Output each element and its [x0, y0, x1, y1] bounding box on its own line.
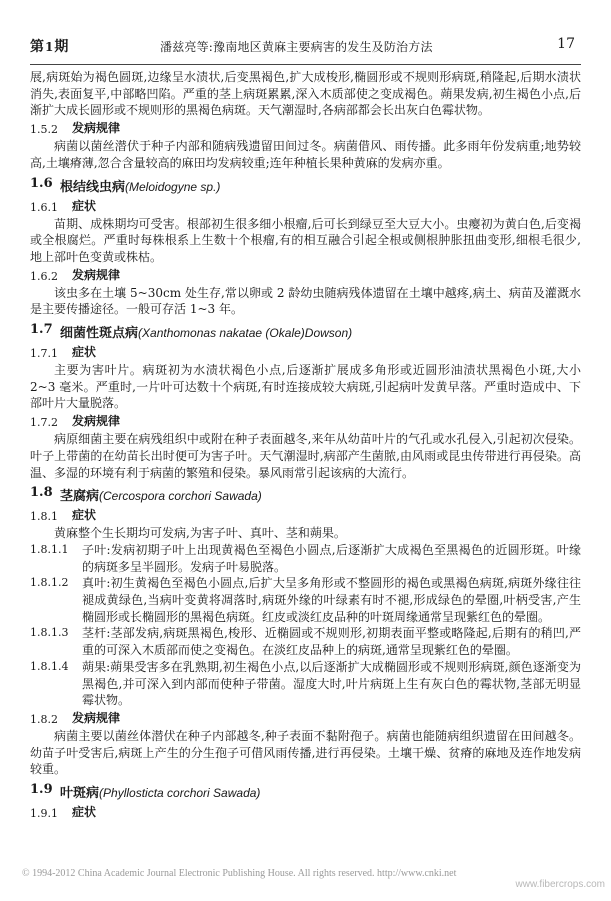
subsection-number: 1.5.2	[30, 123, 58, 137]
paragraph-number: 1.8.1.1	[30, 542, 69, 556]
section-heading	[30, 780, 581, 802]
subsection-heading	[30, 266, 581, 285]
disease-name: 细菌性斑点病	[60, 326, 139, 342]
section-number: 1.7	[30, 322, 53, 338]
body-paragraph: 该虫多在土壤 5~30cm 处生存,常以卵或 2 龄幼虫随病残体遗留在土壤中越疼,病土、病苗及灌溉水是主要传播途径。一般可存活 1~3 年。	[30, 285, 581, 317]
section-number: 1.6	[30, 175, 53, 191]
subsection-number: 1.7.2	[30, 416, 58, 430]
running-header	[30, 36, 581, 60]
copyright-footer: © 1994-2012 China Academic Journal Electronic Publishing House. All rights reserved. http://www.cnki.net	[22, 868, 457, 879]
subsection-heading	[30, 197, 581, 216]
section-heading	[30, 174, 581, 196]
page-number: 17	[557, 36, 575, 52]
numbered-paragraph	[30, 659, 581, 709]
article-title: 潘兹亮等:豫南地区黄麻主要病害的发生及防治方法	[160, 40, 433, 54]
disease-name: 叶斑病	[60, 786, 100, 802]
body-paragraph: 黄麻整个生长期均可发病,为害子叶、真叶、茎和蒴果。	[54, 526, 346, 541]
subsection-title: 发病规律	[72, 121, 121, 136]
section-heading	[30, 320, 581, 342]
body-paragraph: 病菌主要以菌丝体潜伏在种子内部越冬,种子表面不黏附孢子。病菌也能随病组织遗留在田间越冬。幼苗子叶受害后,病斑上产生的分生孢子可借风雨传播,进行再侵染。土壤干燥、贫瘠的麻地及连作地发病较重。	[30, 728, 581, 777]
subsection-title: 症状	[72, 198, 97, 213]
numbered-paragraph	[30, 542, 581, 575]
subsection-number: 1.9.1	[30, 807, 58, 821]
paragraph-text: 茎杆:茎部发病,病斑黑褐色,梭形、近椭圆或不规则形,初期表面平整或略隆起,后期有的稍凹,严重的可深入木质部而使之变褐色。在淡红皮品种上的病斑,通常呈现紫红色的晕圈。	[82, 626, 581, 658]
paragraph-number: 1.8.1.4	[30, 659, 69, 673]
paragraph-number: 1.8.1.2	[30, 576, 69, 590]
subsection-heading	[30, 506, 581, 525]
section-title	[60, 782, 260, 801]
numbered-paragraph	[30, 625, 581, 658]
disease-name: 茎腐病	[60, 489, 100, 505]
disease-name: 根结线虫病	[60, 179, 126, 195]
body-paragraph: 病原细菌主要在病残组织中或附在种子表面越冬,来年从幼苗叶片的气孔或水孔侵入,引起初次侵染。叶子上带菌的在幼苗长出时便可为害子叶。天气潮湿时,病部产生菌脓,由风雨或昆虫传带进行再侵染。高温、多湿的环境有利于病菌的繁殖和侵染。暴风雨常引起该病的大流行。	[30, 432, 581, 480]
numbered-paragraph	[30, 575, 581, 625]
paragraph-text: 子叶:发病初期子叶上出现黄褐色至褐色小圆点,后逐渐扩大成褐色至黑褐色的近圆形斑。叶缘的病斑多呈半圆形。发病子叶易脱落。	[82, 542, 581, 574]
section-title	[60, 176, 220, 195]
section-heading	[30, 483, 581, 505]
section-title	[60, 485, 262, 504]
subsection-title: 发病规律	[72, 414, 121, 429]
subsection-title: 发病规律	[72, 267, 121, 282]
subsection-heading	[30, 119, 581, 138]
subsection-number: 1.6.2	[30, 269, 58, 283]
issue-label: 第1期	[30, 39, 69, 55]
section-number: 1.9	[30, 782, 53, 798]
subsection-number: 1.6.1	[30, 200, 58, 214]
section-number: 1.8	[30, 485, 53, 501]
watermark: www.fibercrops.com	[515, 879, 605, 890]
body-paragraph: 病菌以菌丝潜伏于种子内部和随病残遗留田间过冬。病菌借风、雨传播。此多雨年份发病重;地势较高,土壤瘠薄,忽合含量较高的麻田均发病较重;连年种植长果种黄麻的发病亦重。	[30, 139, 581, 170]
paragraph-text: 真叶:初生黄褐色至褐色小圆点,后扩大呈多角形或不整圆形的褐色或黑褐色病斑,病斑外缘往往褪成黄绿色,当病叶变黄将凋落时,病斑外缘的叶绿素有时不褪,形成绿色的晕圈,叶柄受害,产生椭圆形或长椭圆形的黑褐色病斑。红皮或淡红皮品种的叶斑周缘通常呈现紫红色的晕圈。	[82, 576, 581, 624]
scientific-name: (Cercospora corchori Sawada)	[99, 489, 262, 504]
subsection-title: 症状	[72, 345, 97, 360]
subsection-heading	[30, 803, 581, 822]
subsection-number: 1.8.2	[30, 712, 58, 726]
scientific-name: (Xanthomonas nakatae (Okale)Dowson)	[138, 326, 353, 341]
paragraph-text: 蒴果:蒴果受害多在乳熟期,初生褐色小点,以后逐渐扩大成椭圆形或不规则形病斑,颜色逐渐变为黑褐色,并可深入到内部而使种子带菌。湿度大时,叶片病斑上生有灰白色的霉状物,茎部无明显霉状物。	[82, 659, 581, 708]
subsection-heading	[30, 709, 581, 728]
body-paragraph: 苗期、成株期均可受害。根部初生很多细小根瘤,后可长到绿豆至大豆大小。虫瘿初为黄白色,后变褐或全根腐烂。严重时每株根系上生数十个根瘤,有的相互融合引起全根或侧根肿胀扭曲变形,细根毛很少,地上部叶色变黄或株枯。	[30, 216, 581, 264]
paragraph-number: 1.8.1.3	[30, 626, 69, 640]
scientific-name: (Meloidogyne sp.)	[125, 179, 221, 194]
scientific-name: (Phyllosticta corchori Sawada)	[99, 786, 261, 801]
section-title	[60, 322, 352, 341]
subsection-number: 1.7.1	[30, 347, 58, 361]
subsection-heading	[30, 412, 581, 431]
subsection-title: 发病规律	[72, 710, 121, 725]
subsection-heading	[30, 343, 581, 362]
subsection-title: 症状	[72, 508, 97, 523]
subsection-title: 症状	[72, 805, 97, 820]
article-body	[30, 69, 581, 822]
body-paragraph: 主要为害叶片。病斑初为水渍状褐色小点,后逐渐扩展成多角形或近圆形油渍状黑褐色小斑,大小 2~3 毫米。严重时,一片叶可达数十个病斑,有时连接成较大病斑,引起病叶发黄早落。严重时造成中、下部叶片大量脱落。	[30, 363, 581, 411]
header-rule	[30, 64, 581, 65]
subsection-number: 1.8.1	[30, 510, 58, 524]
body-paragraph: 展,病斑始为褐色圆斑,边缘呈水渍状,后变黑褐色,扩大成梭形,椭圆形或不规则形病斑,稍隆起,后期水渍状消失,表面复平,中部略凹陷。严重的茎上病斑累累,深入木质部使之变成褐色。蒴果发病,初生褐色小点,后渐扩大成长圆形或不规则形的黑褐色病斑。天气潮湿时,各病部都会长出灰白色霉状物。	[30, 70, 581, 118]
